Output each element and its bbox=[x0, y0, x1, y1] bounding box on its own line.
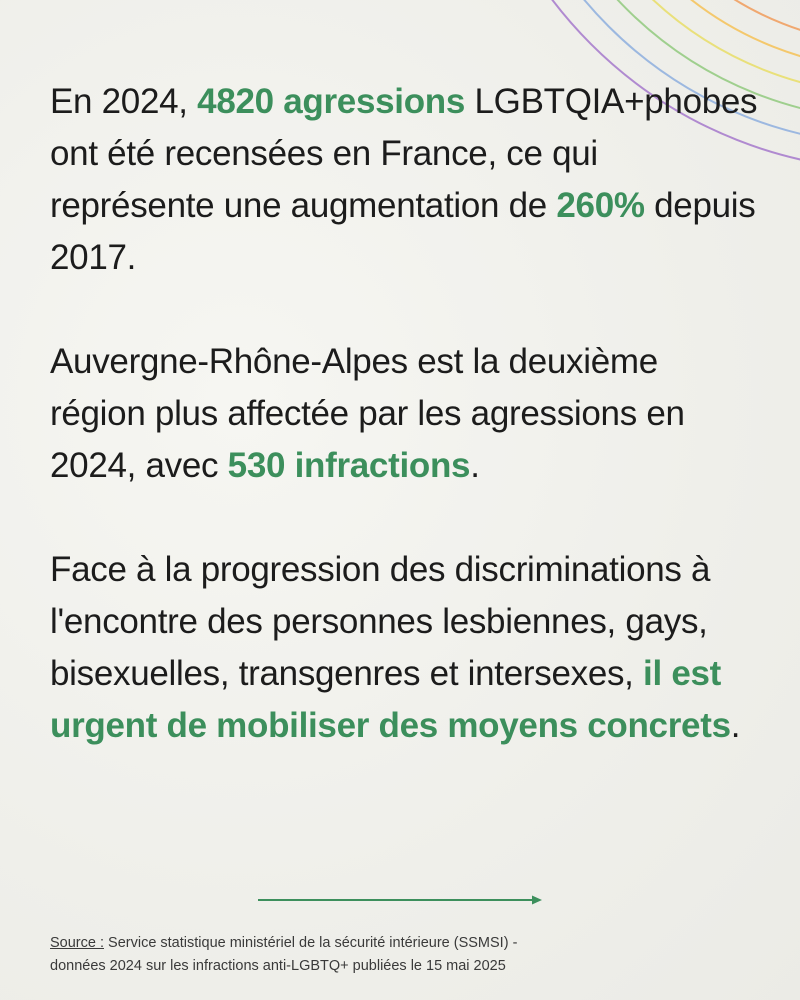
highlight-increase-percent: 260% bbox=[556, 186, 645, 225]
main-text bbox=[50, 76, 760, 752]
paragraph-statistics: En 2024, 4820 agressions LGBTQIA+phobes ont été recensées en France, ce qui représente une augmentation de 260% depuis 2017. bbox=[50, 82, 758, 277]
rainbow-arc-yellow bbox=[565, 0, 800, 70]
source-footnote bbox=[50, 932, 750, 978]
highlight-agressions-count: 4820 agressions bbox=[197, 82, 466, 121]
source-line2: données 2024 sur les infractions anti-LGBTQ+ publiées le 15 mai 2025 bbox=[50, 958, 506, 974]
paragraph-region: Auvergne-Rhône-Alpes est la deuxième région plus affectée par les agressions en 2024, avec 530 infractions. bbox=[50, 342, 685, 485]
highlight-urgent-message: il est urgent de mobiliser des moyens concrets bbox=[50, 654, 731, 745]
source-label: Source : bbox=[50, 935, 104, 951]
paragraph-call-to-action: Face à la progression des discriminations à l'encontre des personnes lesbiennes, gays, bisexuelles, transgenres et intersexes, il est urgent de mobiliser des moyens concrets. bbox=[50, 550, 741, 745]
highlight-infractions-count: 530 infractions bbox=[227, 446, 471, 485]
source-line1: Service statistique ministériel de la sécurité intérieure (SSMSI) - bbox=[104, 935, 518, 951]
arrow-right-icon bbox=[258, 892, 542, 908]
